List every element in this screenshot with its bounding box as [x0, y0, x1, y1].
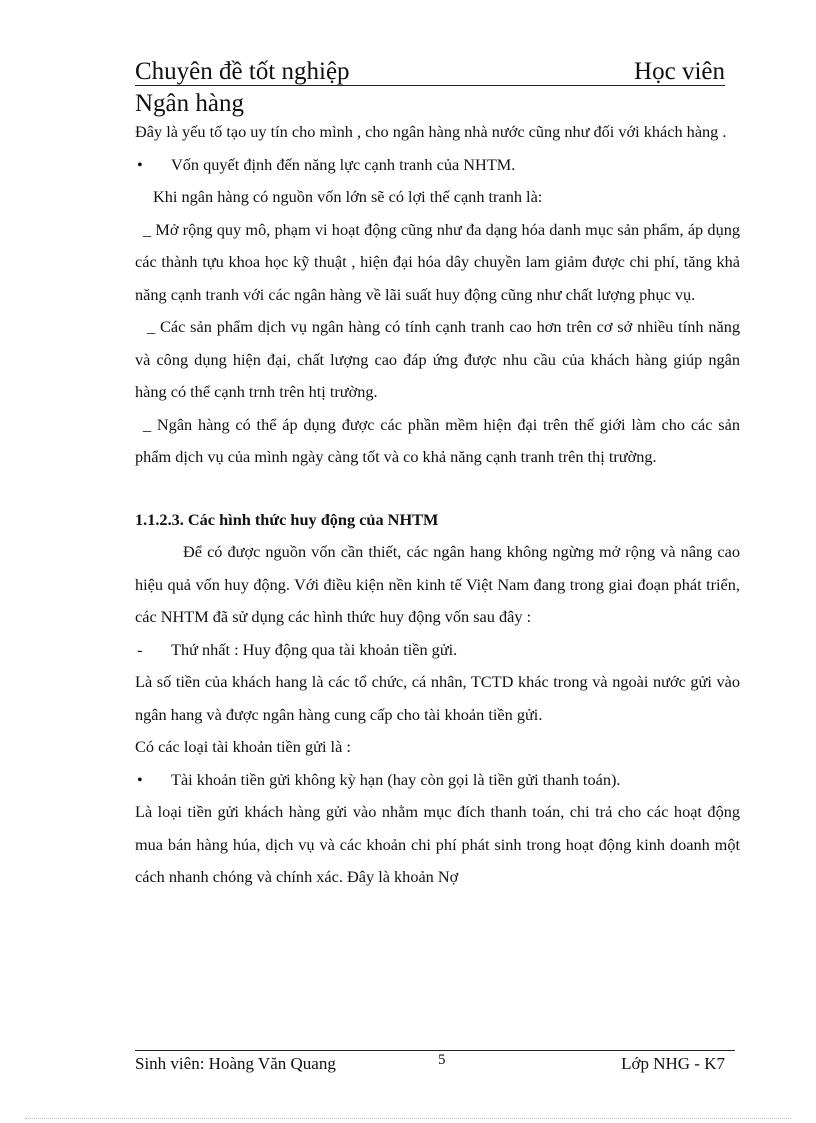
dash-item [135, 634, 740, 667]
bullet-item [135, 149, 740, 182]
header-title-right: Học viên [634, 58, 725, 85]
bullet-marker: • [137, 154, 143, 174]
paragraph: Đây là yếu tố tạo uy tín cho mình , cho ngân hàng nhà nước cũng như đối với khách hàng . [135, 122, 727, 141]
header-title-line2: Ngân hàng [135, 90, 244, 117]
bullet-text: Tài khoản tiền gửi không kỳ hạn (hay còn gọi là tiền gửi thanh toán). [171, 769, 621, 789]
bullet-text: Vốn quyết định đến năng lực cạnh tranh của NHTM. [171, 154, 516, 174]
paragraph: Là số tiền của khách hang là các tổ chức, cá nhân, TCTD khác trong và ngoài nước gửi vào ngân hang và được ngân hàng cung cấp cho tài khoản tiền gửi. [135, 672, 740, 724]
paragraph: Khi ngân hàng có nguồn vốn lớn sẽ có lợi thế cạnh tranh là: [153, 187, 543, 206]
section-heading: 1.1.2.3. Các hình thức huy động của NHTM [135, 509, 439, 529]
paragraph: Có các loại tài khoản tiền gửi là : [135, 737, 351, 756]
bullet-marker: • [137, 769, 143, 789]
page-number: 5 [438, 1052, 446, 1068]
dash-text: Thứ nhất : Huy động qua tài khoản tiền gửi. [171, 639, 458, 659]
page-bottom-border [25, 1118, 791, 1119]
footer-class: Lớp NHG - K7 [621, 1054, 725, 1073]
bullet-item [135, 764, 740, 797]
header-title-left: Chuyên đề tốt nghiệp [135, 58, 350, 85]
paragraph: _ Các sản phẩm dịch vụ ngân hàng có tính cạnh tranh cao hơn trên cơ sở nhiều tính năng và công dụng hiện đại, chất lượng cao đáp ứng được nhu cầu của khách hàng giúp ngân hàng có thể cạnh trnh trên htị trường. [135, 317, 740, 401]
dash-marker: - [137, 639, 143, 659]
paragraph: Là loại tiền gửi khách hàng gửi vào nhằm mục đích thanh toán, chi trả cho các hoạt động mua bán hàng húa, dịch vụ và các khoản chi phí phát sinh trong hoạt động kinh doanh một cách nhanh chóng và chính xác. Đây là khoản Nợ [135, 802, 740, 886]
document-body [135, 116, 740, 894]
paragraph: _ Ngân hàng có thể áp dụng được các phần mềm hiện đại trên thế giới làm cho các sản phẩm dịch vụ của mình ngày càng tốt và co khả năng cạnh tranh trên thị trường. [135, 414, 740, 466]
paragraph: _ Mở rộng quy mô, phạm vi hoạt động cũng như đa dạng hóa danh mục sản phẩm, áp dụng các thành tựu khoa học kỹ thuật , hiện đại hóa dây chuyền lam giảm được chi phí, tăng khả năng cạnh tranh với các ngân hàng về lãi suất huy động cũng như chất lượng phục vụ. [135, 219, 740, 304]
header-rule [135, 85, 725, 86]
footer-rule [135, 1050, 735, 1051]
paragraph: Để có được nguồn vốn cần thiết, các ngân hang không ngừng mở rộng và nâng cao hiệu quả vốn huy động. Với điều kiện nền kinh tế Việt Nam đang trong giai đoạn phát triển, các NHTM đã sử dụng các hình thức huy động vốn sau đây : [135, 542, 740, 626]
footer-student-name: Sinh viên: Hoàng Văn Quang [135, 1054, 336, 1073]
page-header [135, 57, 725, 121]
